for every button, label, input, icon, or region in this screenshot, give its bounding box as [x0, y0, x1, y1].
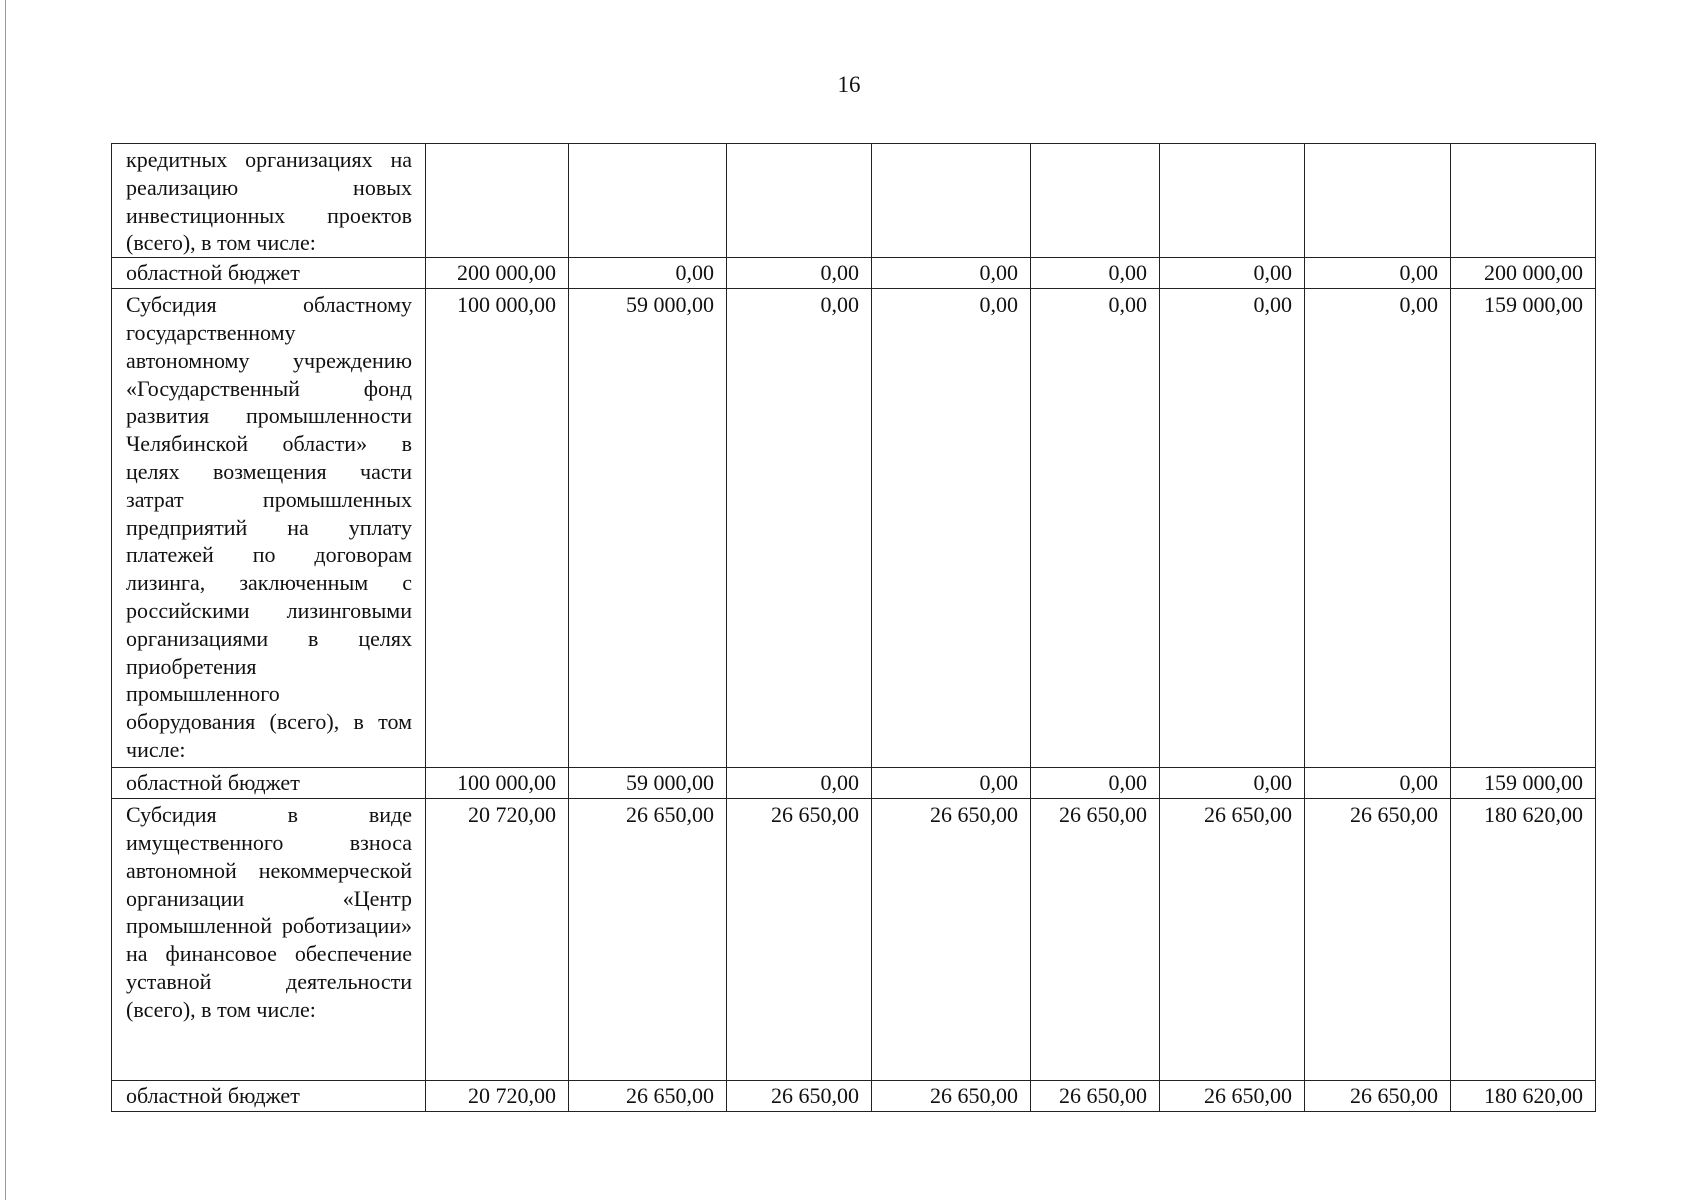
value-cell — [426, 144, 569, 258]
total-cell: 200 000,00 — [1451, 258, 1596, 289]
value-cell: 26 650,00 — [569, 1081, 727, 1112]
value-cell: 0,00 — [727, 289, 872, 768]
value-cell: 0,00 — [1031, 289, 1160, 768]
value-cell: 20 720,00 — [426, 799, 569, 1081]
page-number: 16 — [837, 72, 861, 97]
total-cell — [1451, 144, 1596, 258]
table-row — [112, 799, 1596, 1081]
table-row — [112, 768, 1596, 799]
table-row — [112, 1081, 1596, 1112]
value-cell: 26 650,00 — [872, 1081, 1031, 1112]
total-cell: 180 620,00 — [1451, 1081, 1596, 1112]
value-cell: 26 650,00 — [1160, 1081, 1305, 1112]
row-label: Субсидия в виде имущественного взноса автономной некоммерческой организации «Центр промышленной роботизации» на финансовое обеспечение уставной деятельности (всего), в том числе: — [112, 799, 426, 1081]
value-cell: 59 000,00 — [569, 289, 727, 768]
value-cell: 0,00 — [727, 258, 872, 289]
value-cell: 100 000,00 — [426, 289, 569, 768]
total-cell: 159 000,00 — [1451, 289, 1596, 768]
value-cell — [727, 144, 872, 258]
row-label: кредитных организациях на реализацию новых инвестиционных проектов (всего), в том числе: — [112, 144, 426, 258]
value-cell: 0,00 — [872, 258, 1031, 289]
value-cell: 0,00 — [872, 289, 1031, 768]
budget-table — [111, 143, 1596, 1112]
value-cell — [1031, 144, 1160, 258]
value-cell: 0,00 — [1031, 258, 1160, 289]
value-cell: 100 000,00 — [426, 768, 569, 799]
table-row — [112, 144, 1596, 258]
table-row — [112, 258, 1596, 289]
value-cell: 0,00 — [727, 768, 872, 799]
value-cell: 26 650,00 — [1160, 799, 1305, 1081]
value-cell: 26 650,00 — [1305, 799, 1451, 1081]
total-cell: 159 000,00 — [1451, 768, 1596, 799]
table-row — [112, 289, 1596, 768]
row-label: областной бюджет — [112, 1081, 426, 1112]
value-cell: 26 650,00 — [1031, 1081, 1160, 1112]
value-cell: 0,00 — [1160, 258, 1305, 289]
value-cell — [872, 144, 1031, 258]
value-cell: 20 720,00 — [426, 1081, 569, 1112]
value-cell: 26 650,00 — [872, 799, 1031, 1081]
value-cell: 0,00 — [1305, 258, 1451, 289]
row-label: областной бюджет — [112, 258, 426, 289]
value-cell: 0,00 — [1305, 768, 1451, 799]
value-cell: 0,00 — [1160, 289, 1305, 768]
value-cell — [569, 144, 727, 258]
value-cell: 0,00 — [569, 258, 727, 289]
row-label: областной бюджет — [112, 768, 426, 799]
value-cell — [1305, 144, 1451, 258]
value-cell: 26 650,00 — [1305, 1081, 1451, 1112]
value-cell: 59 000,00 — [569, 768, 727, 799]
value-cell: 26 650,00 — [727, 799, 872, 1081]
row-label: Субсидия областному государственному автономному учреждению «Государственный фонд развития промышленности Челябинской области» в целях возмещения части затрат промышленных предприятий на уплату платежей по договорам лизинга, заключенным с российскими лизинговыми организациями в целях приобретения промышленного оборудования (всего), в том числе: — [112, 289, 426, 768]
total-cell: 180 620,00 — [1451, 799, 1596, 1081]
page-edge-rule — [5, 0, 6, 1200]
value-cell: 26 650,00 — [1031, 799, 1160, 1081]
value-cell: 0,00 — [1305, 289, 1451, 768]
value-cell: 0,00 — [1160, 768, 1305, 799]
value-cell: 26 650,00 — [727, 1081, 872, 1112]
value-cell: 0,00 — [1031, 768, 1160, 799]
value-cell — [1160, 144, 1305, 258]
value-cell: 0,00 — [872, 768, 1031, 799]
value-cell: 200 000,00 — [426, 258, 569, 289]
value-cell: 26 650,00 — [569, 799, 727, 1081]
